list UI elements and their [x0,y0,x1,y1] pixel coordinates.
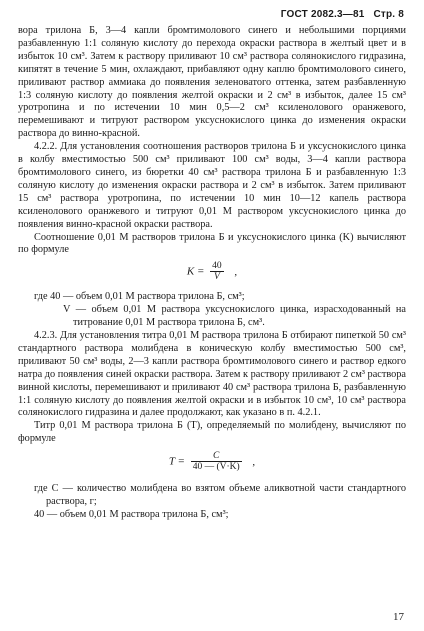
paragraph-titer-intro: Титр 0,01 М раствора трилона Б (T), определяемый по молибдену, вычисляют по формуле [18,420,406,445]
page-header [275,9,404,20]
formula-k-comma: , [234,265,238,278]
paragraph-ratio-intro: Соотношение 0,01 М растворов трилона Б и уксуснокислого цинка (K) вычисляют по формуле [18,231,406,256]
page-number: 17 [393,611,404,623]
document-body [18,25,406,522]
formula-t [18,451,406,479]
paragraph-4-2-3: 4.2.3. Для установления титра 0,01 М раствора трилона Б отбирают пипеткой 50 см³ стандартного раствора молибдена в коническую колбу вместимостью 500 см³, приливают 50 см³ воды, 2—3 капли раствора бромтимолового синего и раствор едкого натра до появления синей окраски раствора. Затем к раствору приливают 2 см³ раствора винной кислоты, перемешивают и приливают 40 см³ раствора трилона Б, разбавленную 1:1 соляную кислоту до появления желтой окраски и в избыток 10 см³, 10 см³ раствора солянокислого гидразина и далее продолжают, как указано в п. 4.2.1. [18,330,406,419]
formula-k-denominator: V [213,272,220,283]
formula-k-fraction [210,261,224,283]
standard-number: ГОСТ 2082.3—81 [280,9,365,20]
formula-t-denominator: 40 — (V·K) [192,462,240,473]
definition-v: V — объем 0,01 М раствора уксуснокислого цинка, израсходованный на титрование 0,01 М раствора трилона Б, см³. [63,304,406,329]
formula-k-lhs: K = [186,265,205,278]
formula-t-numerator: C [191,451,242,462]
definition-c: где C — количество молибдена во взятом объеме аликвотной части стандартного раствора, г; [34,483,406,508]
paragraph-continuation: вора трилона Б, 3—4 капли бромтимолового синего и небольшими порциями разбавленную 1:1 соляную кислоту до перехода окраски раствора в желтый цвет и в избыток 10 см³. Затем к раствору приливают 10 см³ раствора солянокислого гидразина, кипятят в течение 5 мин, охлаждают, прибавляют одну каплю бромтимолового синего, приливают раствор аммиака до появления зеленоватого оттенка, затем разбавленную 1:3 соляную кислоту до появления желтой окраски и 2 см³ в избыток, далее 15 см³ уротропина и по истечении 10 мин 0,5—2 см³ ксиленолового оранжевого, перемешивают и титруют раствором уксуснокислого цинка до изменения окраски раствора до винно-красной. [18,25,406,140]
paragraph-4-2-2: 4.2.2. Для установления соотношения растворов трилона Б и уксуснокислого цинка в колбу вместимостью 500 см³ приливают 100 см³ воды, 3—4 капли раствора бромтимолового синего, из бюретки 40 см³ раствора трилона Б и разбавленную 1:3 соляную кислоту до изменения окраски раствора и 2 см³ в избыток. Затем приливают 15 см³ раствора уротропина, по истечении 10 мин 10—12 капель раствора ксиленолового оранжевого и титруют 0,01 М раствором уксуснокислого цинка до появления винно-красной окраски раствора. [18,141,406,230]
page-label: Стр. 8 [373,9,404,20]
formula-t-lhs: T = [168,455,185,468]
definition-40: где 40 — объем 0,01 М раствора трилона Б, см³; [34,291,245,303]
formula-k [18,261,406,287]
definition-40-second: 40 — объем 0,01 М раствора трилона Б, см³; [34,509,229,520]
formula-t-comma: , [252,455,256,468]
formula-t-fraction [191,451,242,473]
formula-k-numerator: 40 [212,261,222,272]
